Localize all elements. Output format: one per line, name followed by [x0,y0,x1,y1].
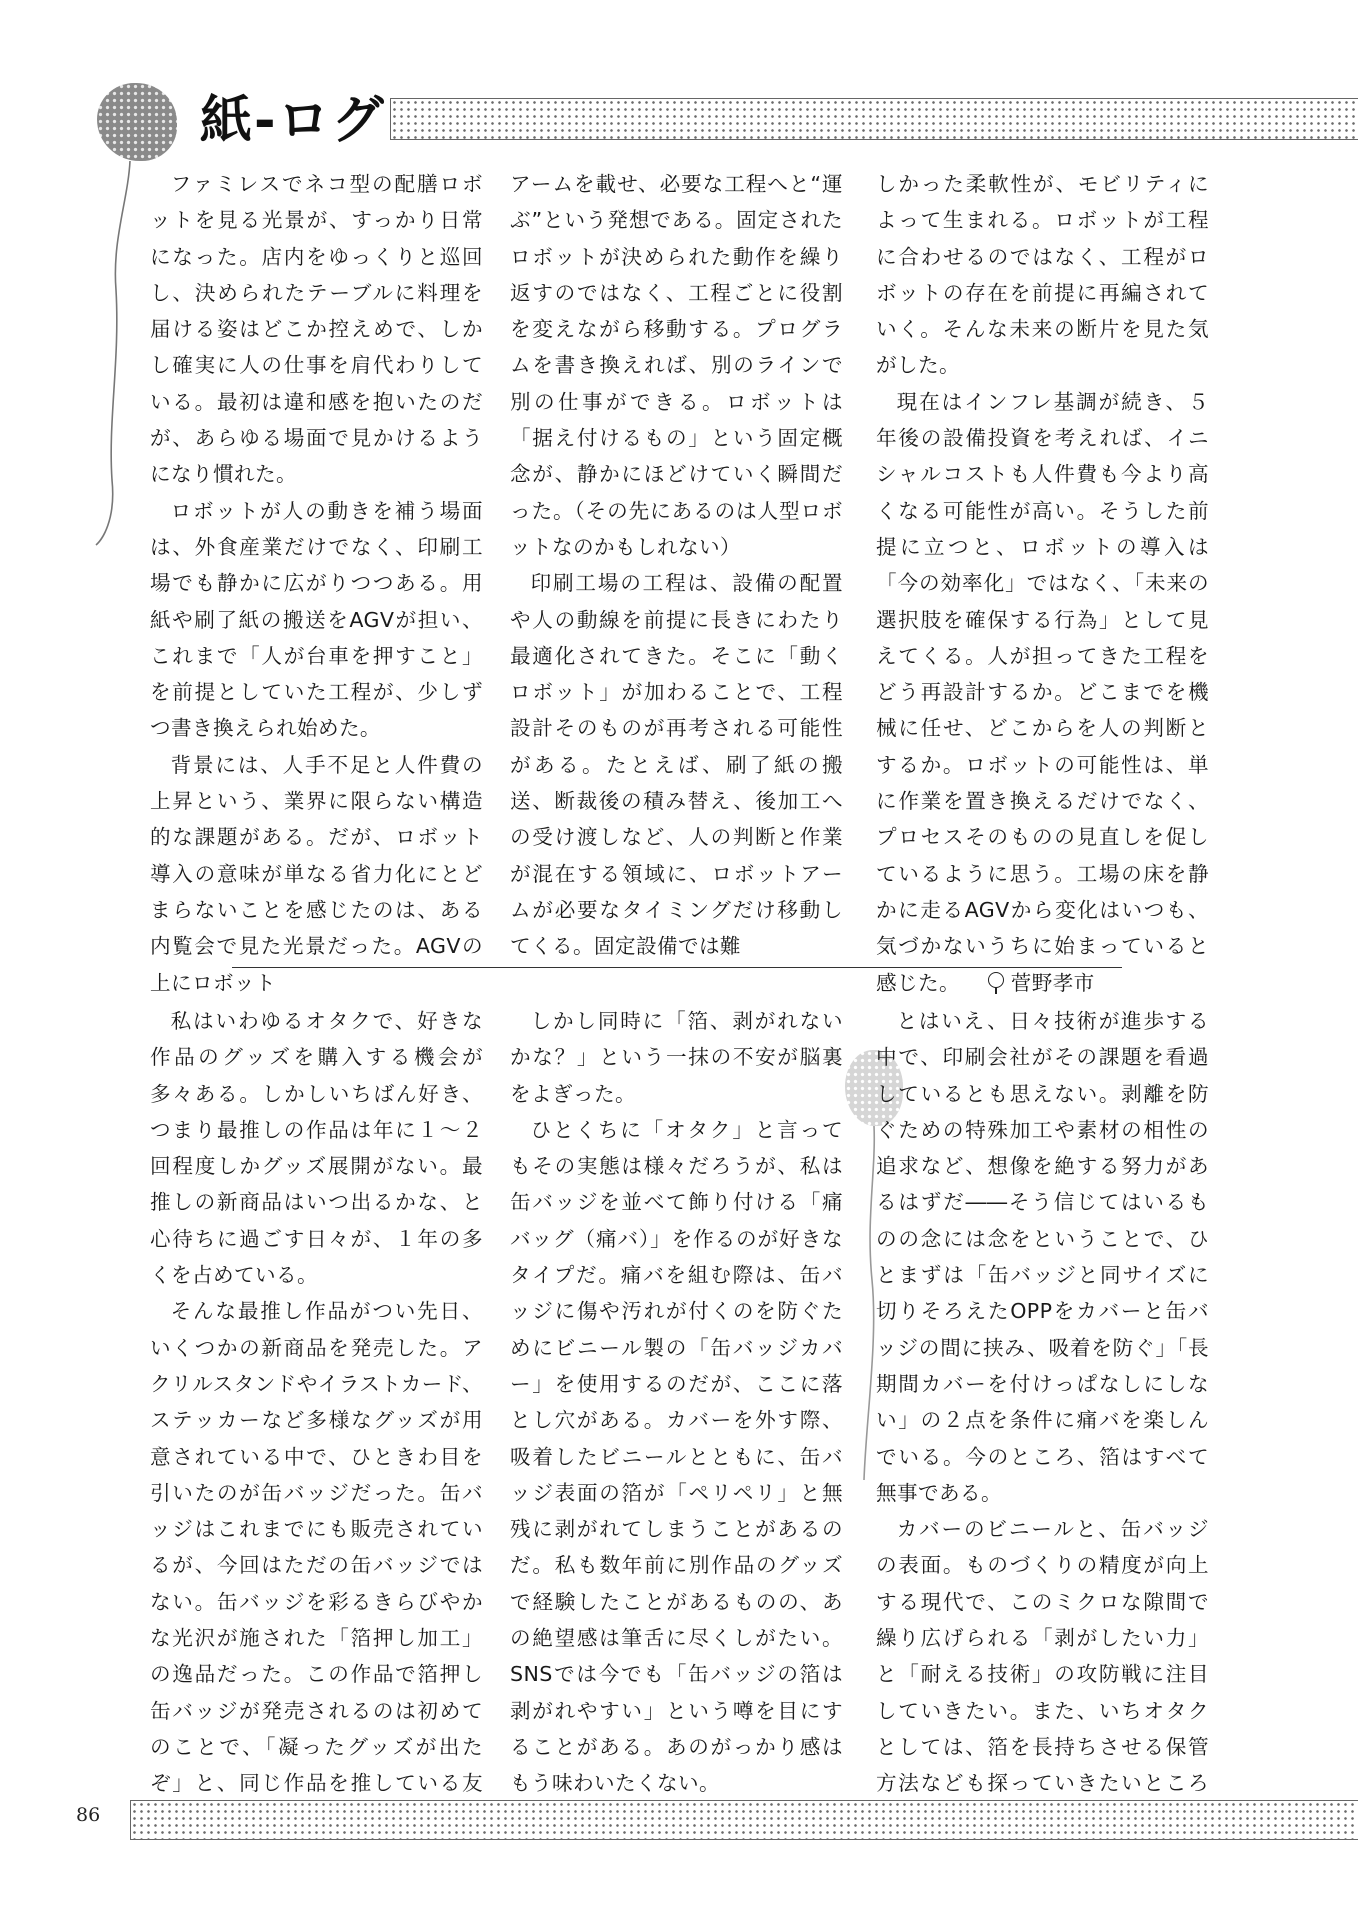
paragraph: とはいえ、日々技術が進歩する中で、印刷会社がその課題を看過しているとも思えない。剥離を防ぐための特殊加工や素材の相性の追求など、想像を絶する努力があるはずだ――そう信じてはいるものの念には念をということで、ひとまずは「缶バッジと同サイズに切りそろえたOPPをカバーと缶バッジの間に挟み、吸着を防ぐ」「長期間カバーを付けっぱなしにしない」の２点を条件に痛バを楽しんでいる。今のところ、箔はすべて無事である。 [876,1009,1209,1505]
paragraph: アームを載せ、必要な工程へと“運ぶ”という発想である。固定されたロボットが決められた動作を繰り返すのではなく、工程ごとに役割を変えながら移動する。プログラムを書き換えれば、別のラインで別の仕事ができる。ロボットは「据え付けるもの」という固定概念が、静かにほどけていく瞬間だった。（その先にあるのは人型ロボットなのかもしれない） [510,172,843,559]
paragraph: ファミレスでネコ型の配膳ロボットを見る光景が、すっかり日常になった。店内をゆっくりと巡回し、決められたテーブルに料理を届ける姿はどこか控えめで、しかし確実に人の仕事を肩代わりしている。最初は違和感を抱いたのだが、あらゆる場面で見かけるようになり慣れた。 [150,172,483,487]
article-1-column-3 [876,166,1209,1001]
paragraph: しかった柔軟性が、モビリティによって生まれる。ロボットが工程に合わせるのではなく、工程がロボットの存在を前提に再編されていく。そんな未来の断片を見た気がした。 [876,172,1209,378]
paragraph: そんな最推し作品がつい先日、いくつかの新商品を発売した。アクリルスタンドやイラストカード、ステッカーなど多様なグッズが用意されている中で、ひときわ目を引いたのが缶バッジだった。缶バッジはこれまでにも販売されているが、今回はただの缶バッジではない。缶バッジを彩るきらびやかな光沢が施された「箔押し加工」の逸品だった。この作品で箔押し缶バッジが発売されるのは初めてのことで、「凝ったグッズが出たぞ」と、同じ作品を推している友 [150,1299,483,1796]
author-name: 菅野孝市 [1010,970,1095,995]
paragraph-text: 現在はインフレ基調が続き、５年後の設備投資を考えれば、イニシャルコストも人件費も今より高くなる可能性が高い。そうした前提に立つと、ロボットの導入は「今の効率化」ではなく、「未来の選択肢を確保する行為」として見えてくる。人が担ってきた工程をどう再設計するか。どこまでを機械に任せ、どこからを人の判断とするか。ロボットの可能性は、単に作業を置き換えるだけでなく、プロセスそのものの見直しを促しているように思う。工場の床を静かに走るAGVから変化はいつも、気づかないうちに始まっていると感じた。 [876,389,1209,995]
paragraph: しかし同時に「箔、剥がれないかな？」という一抹の不安が脳裏をよぎった。 [510,1009,843,1106]
article-1-column-1 [150,166,483,1001]
paragraph-text: カバーのビニールと、缶バッジの表面。ものづくりの精度が向上する現代で、このミクロな隙間で繰り広げられる「剥がしたい力」と「耐える技術」の攻防戦に注目していきたい。また、いちオタクとしては、箔を長持ちさせる保管方法なども探っていきたいところ [876,1517,1209,1796]
paragraph: 背景には、人手不足と人件費の上昇という、業界に限らない構造的な課題がある。だが、ロボット導入の意味が単なる省力化にとどまらないことを感じたのは、ある内覧会で見た光景だった。AGVの上にロボット [150,752,483,995]
page-number: 86 [76,1804,101,1826]
article-2-column-3 [876,1003,1209,1838]
header-dot-band [390,98,1358,140]
author-signature [985,971,1095,995]
footer-dot-band [130,1800,1358,1840]
paragraph [876,1511,1209,1838]
article-2-column-2 [510,1003,843,1802]
paragraph [876,384,1209,1001]
article-2-column-1 [150,1003,483,1838]
balloon-marker-icon [987,972,1007,994]
paragraph: ひとくちに「オタク」と言ってもその実態は様々だろうが、私は缶バッジを並べて飾り付ける「痛バッグ（痛バ）」を作るのが好きなタイプだ。痛バを組む際は、缶バッジに傷や汚れが付くのを防ぐためにビニール製の「缶バッジカバー」を使用するのだが、ここに落とし穴がある。カバーを外す際、吸着したビニールとともに、缶バッジ表面の箔が「ペリペリ」と無残に剥がれてしまうことがあるのだ。私も数年前に別作品のグッズで経験したことがあるものの、あの絶望感は筆舌に尽くしがたい。SNSでは今でも「缶バッジの箔は剥がれやすい」という噂を目にすることがある。あのがっかり感はもう味わいたくない。 [510,1117,843,1796]
section-title: 紙-ログ [200,91,386,151]
paragraph: ロボットが人の動きを補う場面は、外食産業だけでなく、印刷工場でも静かに広がりつつある。用紙や刷了紙の搬送をAGVが担い、これまで「人が台車を押すこと」を前提としていた工程が、少しずつ書き換えられ始めた。 [150,498,483,741]
balloon-icon [97,83,177,161]
paragraph: 印刷工場の工程は、設備の配置や人の動線を前提に長きにわたり最適化されてきた。そこに「動くロボット」が加わることで、工程設計そのものが再考される可能性がある。たとえば、刷了紙の搬送、断裁後の積み替え、後加工への受け渡しなど、人の判断と作業が混在する領域に、ロボットアームが必要なタイミングだけ移動してくる。固定設備では難 [510,571,843,959]
article-1-column-2 [510,166,843,965]
paragraph: 私はいわゆるオタクで、好きな作品のグッズを購入する機会が多々ある。しかしいちばん好き、つまり最推しの作品は年に１～２回程度しかグッズ展開がない。最推しの新商品はいつ出るかな、と心待ちに過ごす日々が、１年の多くを占めている。 [150,1009,483,1288]
article-divider [232,967,1122,968]
